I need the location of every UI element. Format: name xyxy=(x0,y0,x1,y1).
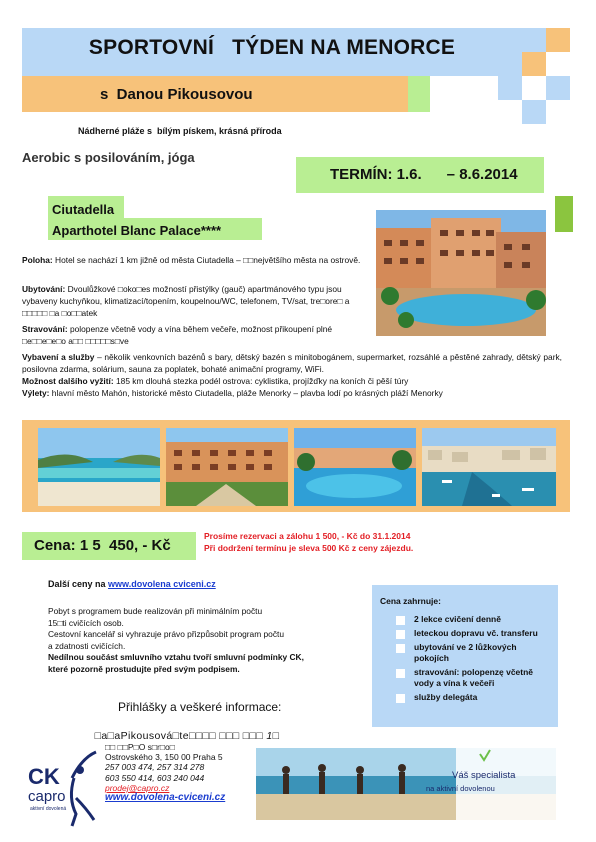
includes-item: 2 lekce cvičení denně xyxy=(396,614,552,625)
tagline: Nádherné pláže s bílým pískem, krásná příroda xyxy=(78,126,282,136)
checkbox-icon xyxy=(396,630,405,639)
other-prices xyxy=(48,579,216,589)
ubytovani-label: Ubytování: xyxy=(22,284,66,294)
company-address: Ostrovského 3, 150 00 Praha 5 xyxy=(105,752,223,763)
reservation-note xyxy=(204,531,413,554)
reservation-line: Prosíme rezervaci a zálohu 1 500, - Kč do 31.1.2014 xyxy=(204,531,411,541)
logo-subtitle: aktivní dovolená xyxy=(30,806,67,812)
includes-heading: Cena zahrnuje: xyxy=(380,596,441,606)
checkbox-icon xyxy=(396,694,405,703)
page-subtitle: s Danou Pikousovou xyxy=(100,86,253,103)
details-stravovani xyxy=(22,324,368,348)
includes-list xyxy=(396,614,552,706)
ubytovani-text: Dvoulůžkové □oko□es možností přistýlky (gauč) apartmánového typu jsou vybaveny kuchyňkou, klimatizací/topením, koupelnou/WC, telefonem, TV/sat, tre□ore□ a □□□□□ □a □o□□atek xyxy=(22,284,350,318)
details-vyziti xyxy=(22,376,562,388)
hotel-name: Aparthotel Blanc Palace**** xyxy=(52,223,222,238)
deco-square xyxy=(555,196,573,232)
stravovani-text: polopenze včetně vody a vína během večeře, možnost přikoupení plné □e□□e□e□o a□□ □□□□□s□ve xyxy=(22,324,333,346)
note-line: a zdatnosti cvičících. xyxy=(48,640,126,651)
deco-square xyxy=(498,76,522,100)
checkbox-icon xyxy=(396,616,405,625)
includes-item: stravování: polopenzę včetně vody a vína k večeři xyxy=(396,667,552,689)
vyziti-label: Možnost dalšího vyžití: xyxy=(22,376,114,386)
contact-line xyxy=(88,718,279,742)
note-bold-line: Nedílnou součást smluvního vztahu tvoří smluvní podmínky CK, xyxy=(48,652,304,663)
logo-ck: CK xyxy=(28,764,60,789)
includes-item: leteckou dopravu vč. transferu xyxy=(396,628,552,639)
banner-line1: Váš specialista xyxy=(452,770,516,781)
note-line: Pobyt s programem bude realizován při minimálním počtu xyxy=(48,606,263,616)
contact-phone: □□ □□□ □□□ 1□ xyxy=(202,730,280,742)
resort-photo xyxy=(166,428,288,506)
page-title: SPORTOVNÍ TÝDEN NA MENORCE xyxy=(88,36,456,59)
hotel-place: Ciutadella xyxy=(52,202,115,217)
details-ubytovani xyxy=(22,284,368,319)
deco-square xyxy=(408,76,430,112)
details-poloha xyxy=(22,255,368,267)
includes-item: služby delegáta xyxy=(396,692,552,703)
poloha-text: Hotel se nachází 1 km jižně od města Ciutadella – □□největšího města na ostrově. xyxy=(52,255,361,265)
stravovani-label: Stravování: xyxy=(22,324,68,334)
logo-capro: capro xyxy=(28,788,66,805)
other-prices-label: Další ceny na xyxy=(48,579,109,589)
includes-item: ubytování ve 2 lůžkových pokojích xyxy=(396,642,552,664)
deco-square xyxy=(522,100,546,124)
hotel-photo xyxy=(376,210,546,336)
company-web[interactable]: www.dovolena-cviceni.cz xyxy=(105,792,226,804)
note-bold-line: které pozorně prostudujte před svým podpisem. xyxy=(48,663,240,674)
capro-logo xyxy=(24,748,102,830)
price-label: Cena: 1 5 450, - Kč xyxy=(34,537,171,554)
vylety-label: Výlety: xyxy=(22,388,50,398)
poloha-label: Poloha: xyxy=(22,255,53,265)
deco-square xyxy=(546,28,570,52)
vyziti-text: 185 km dlouhá stezka podél ostrova: cyklistika, projížďky na koních či pěší túry xyxy=(113,376,409,386)
hotel-name-block xyxy=(52,199,221,241)
note-line: 15□ti cvičících osob. xyxy=(48,617,124,628)
vybaveni-label: Vybavení a služby xyxy=(22,352,95,362)
beach-photo xyxy=(38,428,160,506)
checkbox-icon xyxy=(396,669,405,678)
banner-line2: na aktivní dovolenou xyxy=(426,784,495,793)
deco-square xyxy=(522,52,546,76)
deco-square xyxy=(546,76,570,100)
company-phone: 603 550 414, 603 240 044 xyxy=(105,772,205,783)
termin-date: TERMÍN: 1.6. – 8.6.2014 xyxy=(330,166,518,183)
harbour-photo xyxy=(422,428,556,506)
vylety-text: hlavní město Mahón, historické město Ciutadella, pláže Menorky – plavba lodí po krásných pláží Menorky xyxy=(49,388,443,398)
deco-square xyxy=(522,28,546,52)
vybaveni-text: – několik venkovních bazénů s bary, dětský bazén s minitobogánem, supermarket, rozsáhlé a pěstěné zahrady, dětský park, posilovna zdarma, solárium, sauna za poplatek, bohaté animační programy, WiFi. xyxy=(22,352,562,374)
details-vylety xyxy=(22,388,562,400)
company-phone: 257 003 474, 257 314 278 xyxy=(105,762,205,773)
details-vybaveni xyxy=(22,352,562,376)
other-prices-link[interactable]: www.dovolena cviceni.cz xyxy=(108,579,216,589)
company-email[interactable]: prodej@capro.cz xyxy=(105,782,170,793)
runners-banner xyxy=(256,748,556,820)
pool-photo xyxy=(294,428,416,506)
program-heading: Aerobic s posilováním, jóga xyxy=(22,150,195,165)
checkbox-icon xyxy=(396,644,405,653)
footer-info xyxy=(105,742,225,803)
notes xyxy=(48,606,338,676)
note-line: Cestovní kancelář si vyhrazuje právo přizpůsobit program počtu xyxy=(48,629,285,640)
discount-line: Při dodržení termínu je sleva 500 Kč z ceny zájezdu. xyxy=(204,542,414,553)
contact-name: □a□aPikousová□te□□ xyxy=(94,730,203,742)
contact-heading: Přihlášky a veškeré informace: xyxy=(118,700,282,714)
company-name: □□ □□P□O s□r□o□ xyxy=(105,742,175,752)
